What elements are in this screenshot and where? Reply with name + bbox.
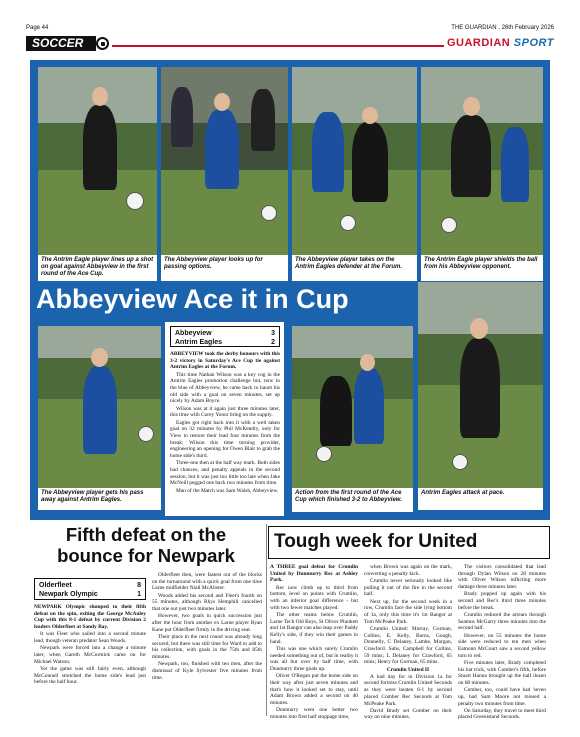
column-divider <box>266 524 267 716</box>
photo-antrim-attack <box>418 282 543 488</box>
caption-1: The Antrim Eagle player lines up a shot on goal against Abbeyview in the first round of the Ace Cup. <box>38 255 157 281</box>
photo-abbeyview-takes-on <box>292 67 417 255</box>
united-column-3 <box>458 564 546 721</box>
photo-antrim-shields <box>421 67 543 255</box>
paragraph: Comber, too, could have had 'seven up, had Sam Moore not missed a penalty two minutes from time. <box>458 687 546 707</box>
score-goals: 3 <box>271 330 275 337</box>
paragraph: David Brady set Comber on their way on nine minutes. <box>364 707 452 721</box>
united-column-2 <box>364 564 452 721</box>
newpark-headline <box>30 524 262 566</box>
caption-5: The Abbeyview player gets his pass away against Antrim Eagles. <box>38 488 161 510</box>
paragraph: However, on 55 minutes the home side were reduced to ten men when Eamonn McCourt saw a second yellow turn to red. <box>458 632 546 659</box>
score-goals: 8 <box>137 582 141 589</box>
paragraph: On Saturday, they travel to meet third placed Greenisland Seconds. <box>458 707 546 721</box>
score-row <box>175 338 275 347</box>
caption-4: The Antrim Eagle player shields the ball from his Abbeyview opponent. <box>421 255 543 281</box>
photo-abbeyview-pass-away <box>38 326 161 488</box>
paragraph: This time Nathan Wilson was a key cog in the Antrim Eagles promotion challenge but, now in the blue of Abbeyview, he came back to haunt his old side with a goal on seven minutes, set up nicely by Adam Boyce. <box>170 371 280 405</box>
paragraph: Rec now climb up to third from bottom, level on points with Crumlin, with an inferior goal difference - but with two fewer matches played. <box>270 584 358 611</box>
score-goals: 1 <box>137 591 141 599</box>
newpark-headline-line: bounce for Newpark <box>57 545 235 566</box>
main-headline: Abbeyview Ace it in Cup <box>36 284 349 314</box>
paragraph: Yet the game was still fairly even, although McConnell stretched the home side's lead just before the half hour. <box>34 665 146 686</box>
section-label-soccer: SOCCER <box>26 36 96 51</box>
score-team: Newpark Olympic <box>39 591 98 599</box>
score-team: Abbeyview <box>175 330 212 337</box>
paragraph: Dunmurry went one better two minutes into first half stoppage time, <box>270 707 358 720</box>
caption-2: The Abbeyview player looks up for passing options. <box>161 255 288 281</box>
paragraph: Brady popped up again with his second and Rec's third three minutes before the break. <box>458 591 546 611</box>
main-story-text <box>170 351 280 513</box>
photo-abbeyview-passing <box>161 67 288 255</box>
newpark-headline-line: Fifth defeat on the <box>65 524 227 545</box>
paragraph: Crumlin never seriously looked like pulling it out of the fire in the second half. <box>364 577 452 598</box>
paragraph: Olderfleet then, were fastest out of the blocks on the turnaround with a quick goal from one time Larne midfielder Niall McAlister. <box>152 572 262 592</box>
paragraph: Wilson was at it again just three minutes later, this time with Corey Yonor bring on the supply. <box>170 405 280 419</box>
paragraph: Man of the Match was Sam Walsh, Abbeyview. <box>176 487 279 494</box>
paragraph: A THREE goal defeat for Crumlin United by Dunmurry Rec at Ashley Park. <box>270 564 358 584</box>
score-team: Olderfleet <box>39 582 72 589</box>
paragraph: Eagles got right back into it with a well taken goal on 32 minutes by Phil McKendry, only for View to restore their lead four minutes from the break; Wilson this time turning provider, engineering an opening for Owen Blair to grab the home side's third. <box>170 419 280 460</box>
football-icon <box>96 37 109 50</box>
paragraph: Crumlin United: Murray, Gorman, Collins, E. Kelly, Burns, Gough, Donnelly, C Delaney, Lambe, Morgan, Crawford. Subs, Campbell for Collins, 59 mins; L Delaney for Crawford, 65 mins; Henry for Gorman, 65 mins. <box>364 625 452 666</box>
paragraph: when Brown was again on the mark, converting a penalty kick. <box>364 564 452 577</box>
logo-word-guardian: GUARDIAN <box>446 37 511 49</box>
subheading: Crumlin United II <box>386 666 430 673</box>
caption-6: Action from the first round of the Ace Cup which finished 3-2 to Abbeyview. <box>292 488 413 512</box>
guardian-sport-logo <box>444 36 554 51</box>
paragraph: NEWPARK Olympic slumped to their fifth defeat on the spin, exiting the George McAuley Cup with this 8-1 defeat by current Division 2 leaders Olderfleet at Sandy Bay. <box>34 604 146 631</box>
united-headline: Tough week for United <box>274 531 478 552</box>
newpark-column-2 <box>152 572 262 714</box>
newpark-score-box <box>34 578 146 600</box>
photo-cup-action <box>292 326 413 488</box>
main-score-box <box>170 326 280 347</box>
united-column-1 <box>270 564 358 720</box>
paper-date: THE GUARDIAN , 26th February 2026 <box>451 25 554 31</box>
paragraph: Their place in the next round was already long secured, but there was still time for Ward to add to his collection, with goals in the 75th and 85th minutes. <box>152 633 262 660</box>
paragraph: Next up, for the second week in a row, Crumlin face the side lying bottom of 1a, only this time it's 1st Bangor at Tom McPeake Park. <box>364 598 452 625</box>
paragraph: Woods added his second and Fleet's fourth on 55 minutes, although Rhys Hemphill cancelled that one out just two minutes later. <box>152 592 262 613</box>
paragraph: It was Fleet who sailed into a second minute lead, though veteran predator Sean Woods. <box>34 631 146 645</box>
paragraph: The visitors consolidated that lead through Dylan Wilson on 28 minutes with Oliver Wilson inflicting more damage three minutes later. <box>458 564 546 591</box>
paragraph: The other teams below Crumlin, Larne Tech Old Boys, St Oliver Plunkett and 1st Bangor can also leap over Paddy Kelly's side, if they win their games in hand. <box>270 611 358 645</box>
page-number: Page 44 <box>26 25 49 31</box>
paragraph: Five minutes later, Brady completed his hat trick, with Comber's fifth, before Stuart Hanna brought up the half dozen on 68 minutes. <box>458 659 546 686</box>
paragraph: However, two goals in quick succession just after the hour from another ex Larne player Ryan Kane put Olderfleet firmly in the driving seat. <box>152 613 262 633</box>
paragraph: A bad day for in Division 1a for second fortress Crumlin United Seconds as they were beaten 6-1 by second placed Comber Rec Seconds at Tom McPeake Park. <box>364 673 452 707</box>
paragraph: Oliver O'Regan put the home side on their way after just seven minutes and that's how it looked set to stay, until Adam Brown added a second on 40 minutes. <box>270 673 358 707</box>
logo-word-sport: SPORT <box>513 37 554 49</box>
photo-antrim-shot <box>38 67 157 255</box>
paragraph: ABBEYVIEW took the derby honours with this 3-2 victory in Saturday's Ace Cup tie against Antrim Eagles at the Forum. <box>170 351 280 371</box>
score-row <box>175 329 275 338</box>
paragraph: Newpark were forced into a change a minute later, when Gareth McCormick came on for Michael Watson. <box>34 645 146 665</box>
paragraph: Three-one then at the half way mark. Both sides had chances, and penalty appeals in the second session, but it was just too little too late when Jake McNeill pegged one back two minutes from time. <box>170 460 280 487</box>
paragraph: Crumlin reduced the arrears through Seamus McGarry three minutes into the second half. <box>458 611 546 632</box>
score-goals: 2 <box>271 339 275 347</box>
paragraph: This was one which surely Crumlin needed something out of, but in reality it was all but over by half time, with Dunmurry three goals up. <box>270 645 358 673</box>
newpark-column-1 <box>34 604 146 714</box>
folio-line <box>26 25 554 35</box>
score-row <box>39 581 141 590</box>
score-row <box>39 590 141 599</box>
paragraph: Newpark, too, finished with ten men, after the dismissal of Kyle Sylvester five minutes from time. <box>152 661 262 681</box>
score-team: Antrim Eagles <box>175 339 223 347</box>
caption-3: The Abbeyview player takes on the Antrim Eagles defender at the Forum. <box>292 255 417 281</box>
caption-7: Antrim Eagles attack at pace. <box>418 488 543 510</box>
